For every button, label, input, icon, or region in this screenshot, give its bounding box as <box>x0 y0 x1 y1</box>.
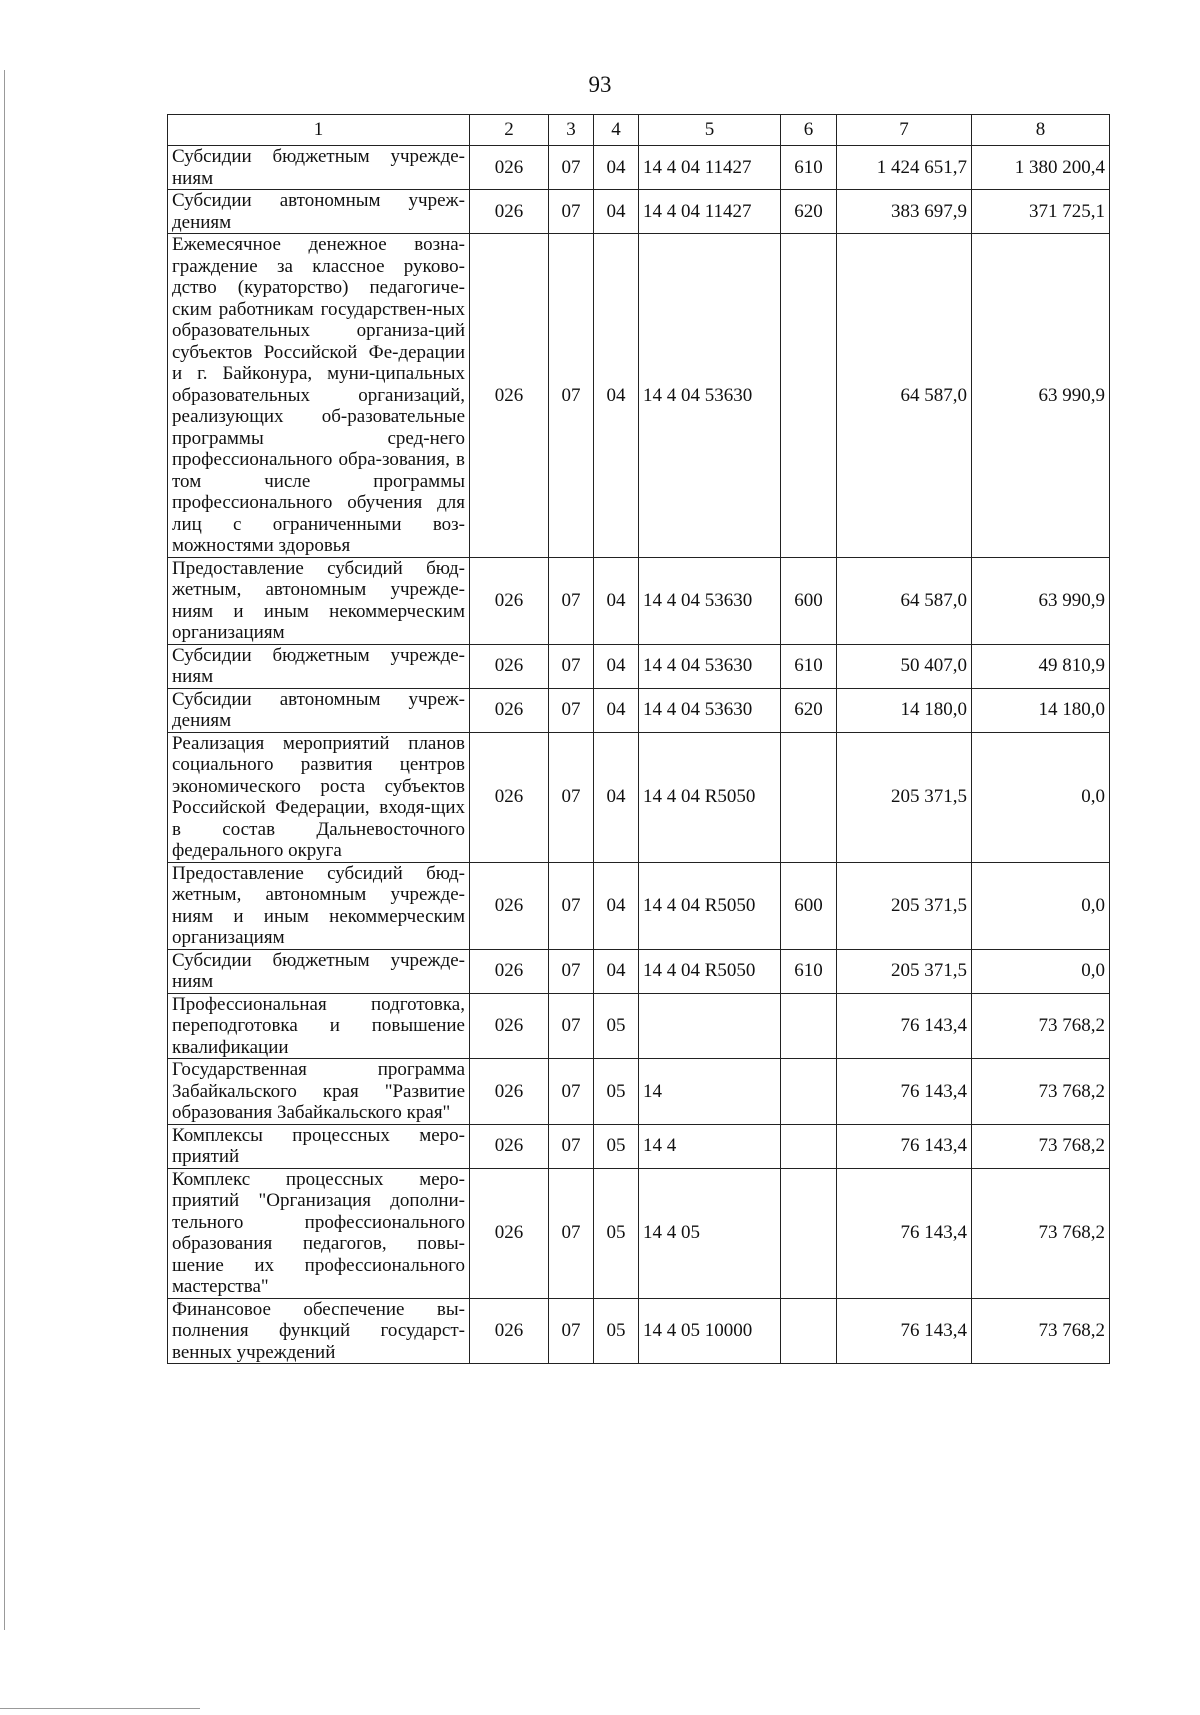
amount-year1-cell: 14 180,0 <box>837 688 972 732</box>
expense-type-cell: 600 <box>781 557 837 644</box>
scan-edge-bottom <box>0 1708 200 1709</box>
amount-year2-cell: 371 725,1 <box>972 190 1110 234</box>
header-cell: 6 <box>781 115 837 146</box>
amount-year2-cell: 1 380 200,4 <box>972 146 1110 190</box>
row-name-cell: Субсидии автономным учреж-дениям <box>168 190 470 234</box>
ved-code-cell: 026 <box>470 1298 549 1364</box>
amount-year1-cell: 76 143,4 <box>837 993 972 1059</box>
amount-year1-cell: 76 143,4 <box>837 1298 972 1364</box>
table-row <box>168 688 1110 732</box>
table-row <box>168 146 1110 190</box>
amount-year1-cell: 64 587,0 <box>837 234 972 558</box>
table-row <box>168 862 1110 949</box>
amount-year1-cell: 205 371,5 <box>837 862 972 949</box>
amount-year2-cell: 14 180,0 <box>972 688 1110 732</box>
amount-year1-cell: 383 697,9 <box>837 190 972 234</box>
table-row <box>168 190 1110 234</box>
row-name-cell: Государственная программа Забайкальского края "Развитие образования Забайкальского края" <box>168 1059 470 1125</box>
ved-code-cell: 026 <box>470 862 549 949</box>
ved-code-cell: 026 <box>470 688 549 732</box>
subsection-code-cell: 04 <box>594 862 639 949</box>
ved-code-cell: 026 <box>470 949 549 993</box>
section-code-cell: 07 <box>549 234 594 558</box>
section-code-cell: 07 <box>549 644 594 688</box>
table-row <box>168 234 1110 558</box>
header-row <box>168 115 1110 146</box>
expense-type-cell: 620 <box>781 190 837 234</box>
row-name-cell: Комплекс процессных меро-приятий "Организация дополни-тельного профессионального образования педагогов, повы-шение их профессионального мастерства" <box>168 1168 470 1298</box>
ved-code-cell: 026 <box>470 190 549 234</box>
subsection-code-cell: 04 <box>594 949 639 993</box>
expense-type-cell <box>781 993 837 1059</box>
subsection-code-cell: 05 <box>594 1059 639 1125</box>
budget-table <box>167 114 1110 1364</box>
subsection-code-cell: 04 <box>594 732 639 862</box>
amount-year2-cell: 73 768,2 <box>972 1298 1110 1364</box>
subsection-code-cell: 04 <box>594 190 639 234</box>
expense-type-cell <box>781 1059 837 1125</box>
subsection-code-cell: 05 <box>594 1298 639 1364</box>
amount-year2-cell: 63 990,9 <box>972 557 1110 644</box>
row-name-cell: Субсидии бюджетным учрежде-ниям <box>168 146 470 190</box>
table-row <box>168 1168 1110 1298</box>
row-name-cell: Предоставление субсидий бюд-жетным, автономным учрежде-ниям и иным некоммерческим организациям <box>168 862 470 949</box>
expense-type-cell <box>781 1298 837 1364</box>
target-article-cell: 14 4 05 10000 <box>639 1298 781 1364</box>
target-article-cell: 14 4 <box>639 1124 781 1168</box>
expense-type-cell: 610 <box>781 949 837 993</box>
ved-code-cell: 026 <box>470 1168 549 1298</box>
header-cell: 3 <box>549 115 594 146</box>
target-article-cell: 14 4 04 53630 <box>639 234 781 558</box>
table-row <box>168 949 1110 993</box>
page-number: 93 <box>588 72 612 97</box>
amount-year1-cell: 76 143,4 <box>837 1168 972 1298</box>
amount-year1-cell: 1 424 651,7 <box>837 146 972 190</box>
amount-year2-cell: 73 768,2 <box>972 993 1110 1059</box>
ved-code-cell: 026 <box>470 234 549 558</box>
target-article-cell: 14 4 04 R5050 <box>639 949 781 993</box>
ved-code-cell: 026 <box>470 644 549 688</box>
ved-code-cell: 026 <box>470 1059 549 1125</box>
header-cell: 5 <box>639 115 781 146</box>
subsection-code-cell: 04 <box>594 644 639 688</box>
subsection-code-cell: 04 <box>594 557 639 644</box>
section-code-cell: 07 <box>549 1124 594 1168</box>
table-row <box>168 557 1110 644</box>
amount-year2-cell: 73 768,2 <box>972 1059 1110 1125</box>
header-cell: 2 <box>470 115 549 146</box>
amount-year2-cell: 63 990,9 <box>972 234 1110 558</box>
amount-year1-cell: 50 407,0 <box>837 644 972 688</box>
subsection-code-cell: 04 <box>594 688 639 732</box>
section-code-cell: 07 <box>549 1298 594 1364</box>
amount-year1-cell: 205 371,5 <box>837 949 972 993</box>
target-article-cell: 14 4 04 53630 <box>639 557 781 644</box>
ved-code-cell: 026 <box>470 732 549 862</box>
expense-type-cell: 600 <box>781 862 837 949</box>
target-article-cell: 14 4 04 53630 <box>639 688 781 732</box>
expense-type-cell <box>781 732 837 862</box>
amount-year1-cell: 76 143,4 <box>837 1124 972 1168</box>
row-name-cell: Реализация мероприятий планов социального развития центров экономического роста субъектов Российской Федерации, входя-щих в состав Дальневосточного федерального округа <box>168 732 470 862</box>
amount-year2-cell: 73 768,2 <box>972 1168 1110 1298</box>
expense-type-cell <box>781 1168 837 1298</box>
subsection-code-cell: 05 <box>594 1168 639 1298</box>
section-code-cell: 07 <box>549 1059 594 1125</box>
section-code-cell: 07 <box>549 688 594 732</box>
row-name-cell: Комплексы процессных меро-приятий <box>168 1124 470 1168</box>
section-code-cell: 07 <box>549 557 594 644</box>
row-name-cell: Субсидии бюджетным учрежде-ниям <box>168 644 470 688</box>
header-cell: 1 <box>168 115 470 146</box>
table-row <box>168 732 1110 862</box>
scan-edge-left <box>4 70 5 1630</box>
section-code-cell: 07 <box>549 732 594 862</box>
target-article-cell: 14 4 04 11427 <box>639 190 781 234</box>
row-name-cell: Субсидии бюджетным учрежде-ниям <box>168 949 470 993</box>
amount-year2-cell: 0,0 <box>972 862 1110 949</box>
subsection-code-cell: 05 <box>594 1124 639 1168</box>
amount-year1-cell: 205 371,5 <box>837 732 972 862</box>
section-code-cell: 07 <box>549 949 594 993</box>
expense-type-cell: 620 <box>781 688 837 732</box>
subsection-code-cell: 05 <box>594 993 639 1059</box>
ved-code-cell: 026 <box>470 146 549 190</box>
target-article-cell: 14 4 04 11427 <box>639 146 781 190</box>
expense-type-cell <box>781 1124 837 1168</box>
target-article-cell <box>639 993 781 1059</box>
amount-year2-cell: 0,0 <box>972 732 1110 862</box>
section-code-cell: 07 <box>549 190 594 234</box>
subsection-code-cell: 04 <box>594 234 639 558</box>
expense-type-cell: 610 <box>781 146 837 190</box>
target-article-cell: 14 <box>639 1059 781 1125</box>
target-article-cell: 14 4 04 R5050 <box>639 862 781 949</box>
header-cell: 4 <box>594 115 639 146</box>
header-cell: 7 <box>837 115 972 146</box>
row-name-cell: Ежемесячное денежное возна-граждение за классное руково-дство (кураторство) педагогиче-ским работникам государствен-ных образовательных организа-ций субъектов Российской Фе-дерации и г. Байконура, муни-ципальных образовательных организаций, реализующих об-разовательные программы сред-него профессионального обра-зования, в том числе программы профессионального обучения для лиц с ограниченными воз-можностями здоровья <box>168 234 470 558</box>
table-row <box>168 993 1110 1059</box>
expense-type-cell: 610 <box>781 644 837 688</box>
table-row <box>168 1124 1110 1168</box>
amount-year2-cell: 73 768,2 <box>972 1124 1110 1168</box>
section-code-cell: 07 <box>549 146 594 190</box>
row-name-cell: Субсидии автономным учреж-дениям <box>168 688 470 732</box>
row-name-cell: Профессиональная подготовка, переподготовка и повышение квалификации <box>168 993 470 1059</box>
header-cell: 8 <box>972 115 1110 146</box>
row-name-cell: Предоставление субсидий бюд-жетным, автономным учрежде-ниям и иным некоммерческим организациям <box>168 557 470 644</box>
table-row <box>168 1059 1110 1125</box>
row-name-cell: Финансовое обеспечение вы-полнения функций государст-венных учреждений <box>168 1298 470 1364</box>
ved-code-cell: 026 <box>470 993 549 1059</box>
target-article-cell: 14 4 04 53630 <box>639 644 781 688</box>
amount-year1-cell: 76 143,4 <box>837 1059 972 1125</box>
amount-year2-cell: 0,0 <box>972 949 1110 993</box>
ved-code-cell: 026 <box>470 557 549 644</box>
amount-year2-cell: 49 810,9 <box>972 644 1110 688</box>
target-article-cell: 14 4 04 R5050 <box>639 732 781 862</box>
table-row <box>168 1298 1110 1364</box>
section-code-cell: 07 <box>549 862 594 949</box>
amount-year1-cell: 64 587,0 <box>837 557 972 644</box>
section-code-cell: 07 <box>549 993 594 1059</box>
ved-code-cell: 026 <box>470 1124 549 1168</box>
section-code-cell: 07 <box>549 1168 594 1298</box>
target-article-cell: 14 4 05 <box>639 1168 781 1298</box>
expense-type-cell <box>781 234 837 558</box>
table-row <box>168 644 1110 688</box>
subsection-code-cell: 04 <box>594 146 639 190</box>
